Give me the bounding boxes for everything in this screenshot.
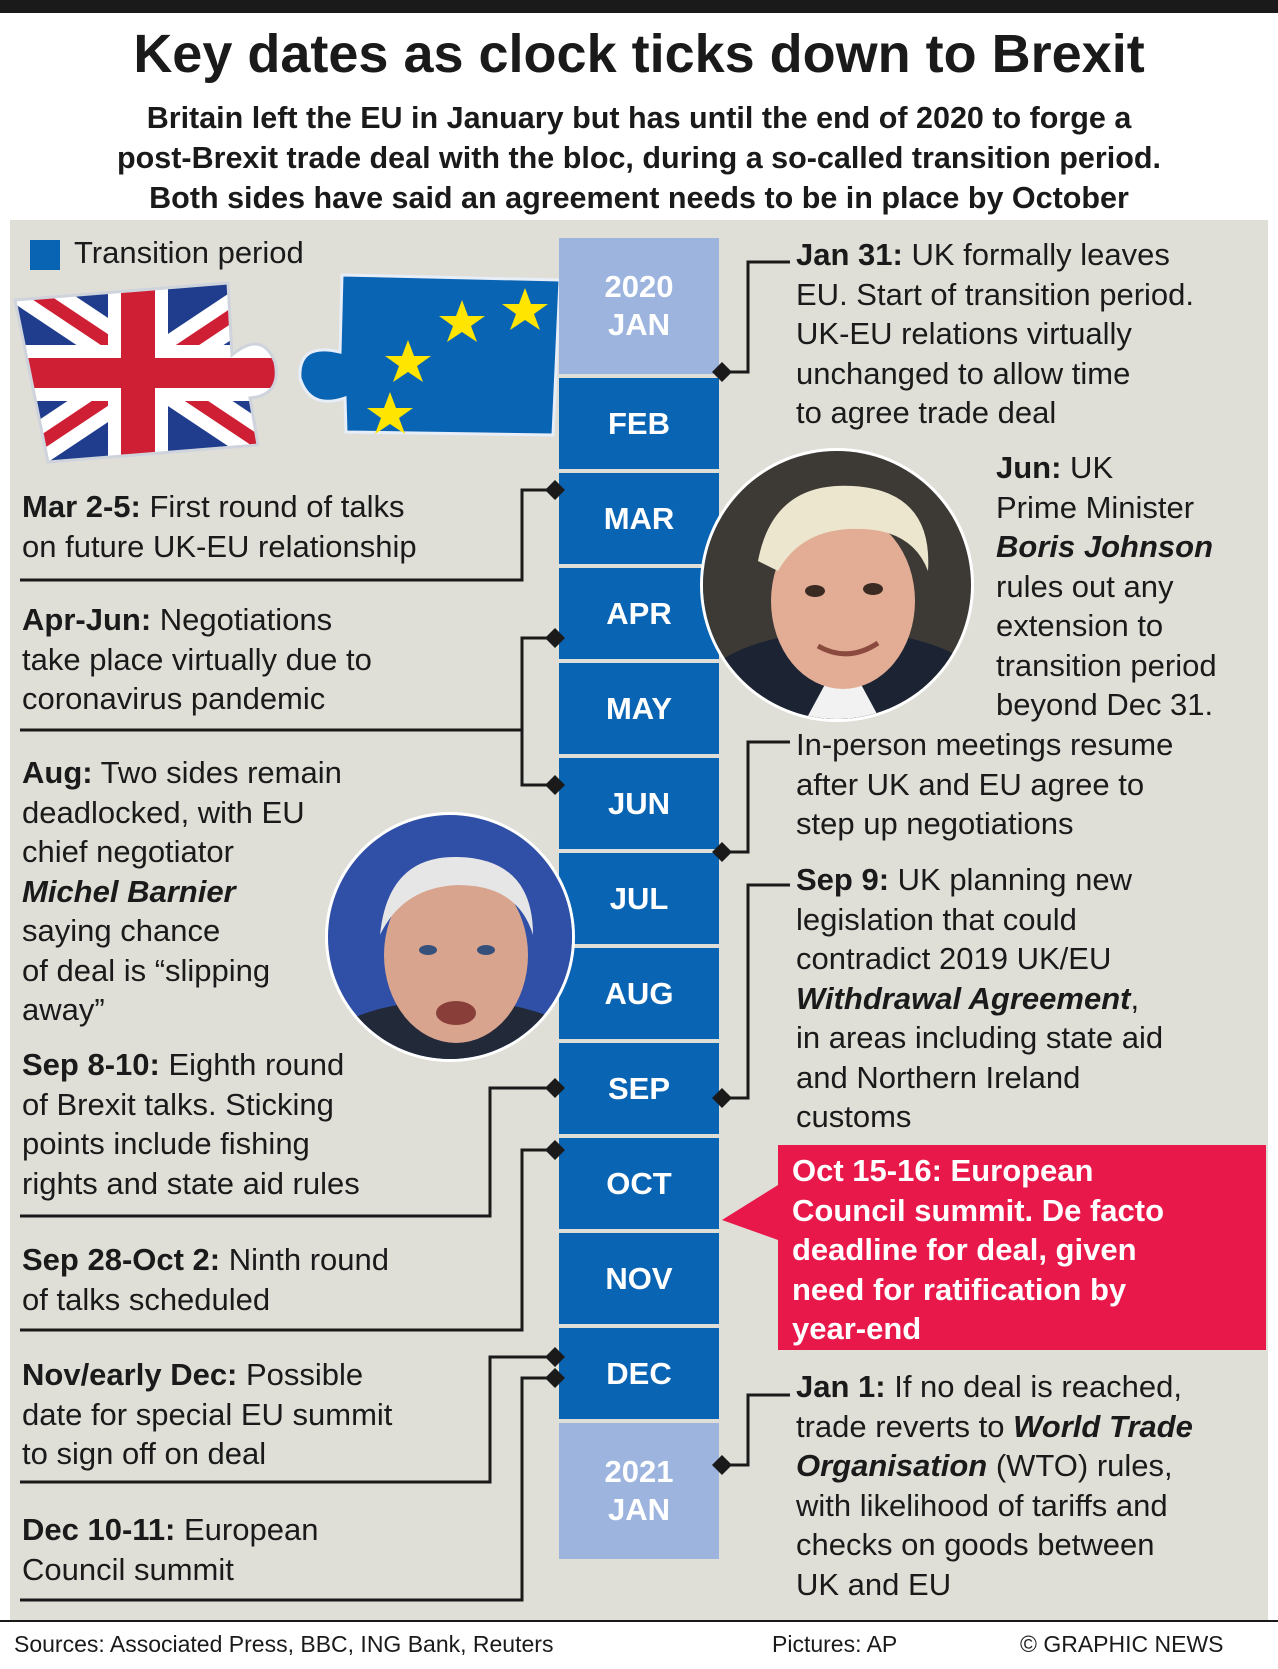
month-jan-2021 — [559, 1423, 719, 1559]
note-apr-jun — [22, 600, 372, 719]
note-text: take place virtually due to — [22, 641, 372, 677]
note-text: of deal is “slipping — [22, 952, 271, 988]
callout-line: Council summit. De facto — [792, 1192, 1165, 1228]
note-text: UK-EU relations virtually — [796, 316, 1132, 351]
note-text: Ninth round — [220, 1242, 390, 1277]
document-name: Withdrawal Agreement — [796, 980, 1131, 1016]
note-text: If no deal is reached, — [885, 1369, 1183, 1404]
note-nov — [22, 1355, 392, 1474]
note-sep-8-10 — [22, 1045, 360, 1203]
month-label: JUN — [607, 785, 670, 821]
month-label: JUL — [609, 880, 669, 916]
note-text: Prime Minister — [996, 489, 1195, 525]
legend-swatch — [30, 240, 60, 270]
note-aug — [22, 753, 342, 1030]
month-label: NOV — [605, 1260, 673, 1296]
month-dec — [559, 1328, 719, 1419]
callout-line: Oct 15-16: European — [792, 1153, 1094, 1188]
month-label: SEP — [607, 1070, 671, 1106]
month-oct — [559, 1138, 719, 1229]
note-text: contradict 2019 UK/EU — [796, 941, 1112, 976]
note-text: to agree trade deal — [796, 395, 1057, 430]
note-text: trade reverts to — [796, 1408, 1014, 1444]
note-text: checks on goods between — [796, 1527, 1155, 1562]
note-date: Sep 8-10: — [22, 1047, 160, 1082]
sources: Sources: Associated Press, BBC, ING Bank, Reuters — [14, 1631, 554, 1657]
month-label: OCT — [606, 1165, 672, 1201]
note-text: rights and state aid rules — [22, 1165, 360, 1201]
note-in-person — [796, 725, 1173, 844]
note-text: legislation that could — [796, 901, 1077, 937]
month-mar — [559, 473, 719, 564]
note-text: step up negotiations — [796, 806, 1074, 841]
subtitle-line: Both sides have said an agreement needs to be in place by October — [149, 181, 1129, 215]
month-jan-2020 — [559, 238, 719, 374]
note-text: UK and EU — [796, 1566, 952, 1602]
callout-line: year-end — [792, 1311, 922, 1346]
note-text: extension to — [996, 608, 1164, 643]
note-dec-10-11 — [22, 1510, 318, 1589]
note-text: after UK and EU agree to — [796, 766, 1145, 802]
person-name: Boris Johnson — [996, 529, 1214, 564]
note-jan-31 — [796, 235, 1194, 433]
note-text: European — [175, 1512, 319, 1547]
note-mar-2-5 — [22, 487, 417, 566]
month-apr — [559, 568, 719, 659]
note-text: away” — [22, 992, 105, 1027]
note-date: Sep 9: — [796, 862, 890, 897]
note-text: (WTO) rules, — [987, 1448, 1173, 1483]
note-text: Council summit — [22, 1551, 234, 1587]
note-date: Jan 31: — [796, 237, 903, 272]
footer — [0, 1620, 1278, 1669]
month-nov — [559, 1233, 719, 1324]
note-text: Negotiations — [151, 602, 333, 637]
subtitle-line: post-Brexit trade deal with the bloc, during a so-called transition period. — [117, 141, 1161, 175]
note-text: EU. Start of transition period. — [796, 276, 1195, 312]
month-jun — [559, 758, 719, 849]
month-jul — [559, 853, 719, 944]
month-label: MAY — [605, 690, 673, 726]
month-label: FEB — [608, 405, 670, 441]
note-text: unchanged to allow time — [796, 355, 1131, 391]
page-title: Key dates as clock ticks down to Brexit — [133, 24, 1145, 84]
note-text: UK planning new — [889, 862, 1133, 897]
picture-credit: Pictures: AP — [772, 1631, 898, 1657]
note-text: points include fishing — [22, 1126, 310, 1161]
note-text: to sign off on deal — [22, 1436, 267, 1471]
callout-line: deadline for deal, given — [792, 1232, 1137, 1267]
note-text: customs — [796, 1099, 912, 1134]
note-text: of talks scheduled — [22, 1281, 271, 1317]
note-text: in areas including state aid — [796, 1020, 1164, 1055]
note-text: on future UK-EU relationship — [22, 528, 417, 564]
note-date: Aug: — [22, 755, 93, 790]
note-date: Apr-Jun: — [22, 602, 152, 637]
callout-line: need for ratification by — [792, 1271, 1127, 1307]
legend-label: Transition period — [74, 235, 304, 270]
month-may — [559, 663, 719, 754]
note-date: Sep 28-Oct 2: — [22, 1242, 221, 1277]
note-text: coronavirus pandemic — [22, 681, 326, 716]
note-text: Two sides remain — [92, 755, 342, 790]
note-jun — [996, 448, 1217, 725]
subtitle-line: Britain left the EU in January but has until the end of 2020 to forge a — [146, 101, 1132, 135]
note-text: saying chance — [22, 913, 221, 948]
note-sep-28 — [22, 1240, 389, 1319]
month-label: JAN — [607, 307, 670, 342]
note-text: , — [1130, 980, 1140, 1016]
person-name: Michel Barnier — [22, 873, 236, 909]
organisation-name: Organisation — [796, 1448, 988, 1483]
note-text: UK formally leaves — [902, 237, 1170, 272]
note-text: UK — [1061, 450, 1114, 485]
note-date: Nov/early Dec: — [22, 1357, 238, 1392]
note-date: Jan 1: — [796, 1369, 886, 1404]
note-text: and Northern Ireland — [796, 1059, 1081, 1095]
month-label: JAN — [607, 1492, 670, 1527]
note-sep-9 — [796, 860, 1163, 1137]
note-text: with likelihood of tariffs and — [796, 1487, 1168, 1523]
note-text: rules out any — [996, 568, 1174, 604]
month-label: DEC — [606, 1355, 672, 1391]
boris-johnson-photo — [700, 448, 974, 722]
top-rule — [0, 0, 1278, 13]
oct-callout — [778, 1145, 1266, 1350]
subtitle — [20, 98, 1258, 218]
note-text: Eighth round — [159, 1047, 345, 1082]
note-date: Jun: — [996, 450, 1062, 485]
month-label: APR — [606, 595, 672, 631]
month-label: MAR — [603, 500, 675, 536]
copyright: © GRAPHIC NEWS — [1020, 1631, 1224, 1657]
note-text: chief negotiator — [22, 834, 234, 869]
month-label: AUG — [604, 975, 674, 1011]
note-text: date for special EU summit — [22, 1396, 393, 1432]
year-label: 2020 — [604, 269, 674, 304]
month-aug — [559, 948, 719, 1039]
note-jan-1 — [796, 1367, 1193, 1604]
note-text: First round of talks — [140, 489, 405, 524]
month-sep — [559, 1043, 719, 1134]
year-label: 2021 — [604, 1454, 674, 1489]
note-text: Possible — [237, 1357, 364, 1392]
note-text: transition period — [996, 647, 1217, 683]
month-feb — [559, 378, 719, 469]
note-text: of Brexit talks. Sticking — [22, 1086, 334, 1122]
note-text: In-person meetings resume — [796, 727, 1174, 762]
note-text: deadlocked, with EU — [22, 794, 305, 830]
michel-barnier-photo — [325, 812, 575, 1062]
organisation-name: World Trade — [1013, 1408, 1193, 1444]
note-date: Mar 2-5: — [22, 489, 141, 524]
note-date: Dec 10-11: — [22, 1512, 176, 1547]
note-text: beyond Dec 31. — [996, 687, 1214, 722]
